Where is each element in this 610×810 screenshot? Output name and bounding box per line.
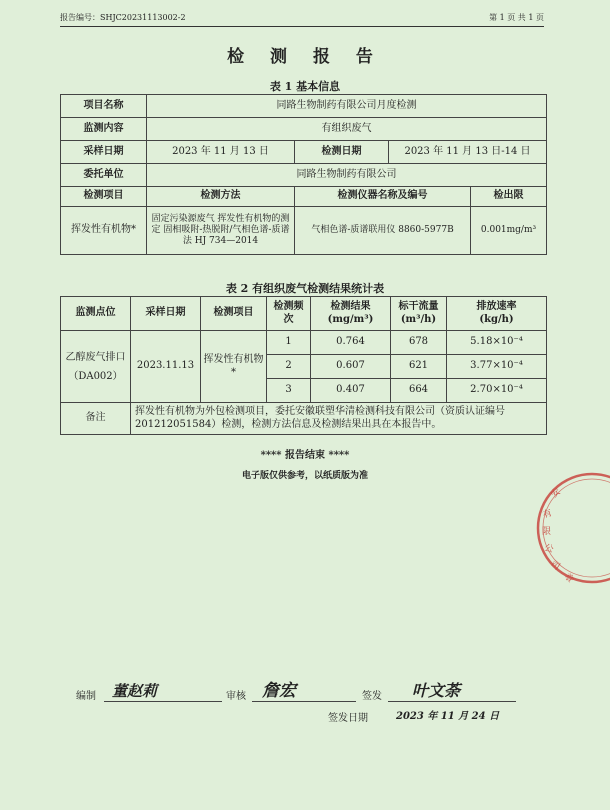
hdr-conc-unit: (mg/m³) — [327, 313, 374, 325]
hdr-conc-label: 检测结果 — [330, 301, 371, 312]
table-header-row — [61, 297, 547, 331]
table2-caption: 表 2 有组织废气检测结果统计表 — [225, 282, 385, 295]
project-label: 项目名称 — [61, 95, 147, 118]
approve-label: 签发 — [362, 691, 382, 702]
report-number: 报告编号：SHJC20231113002-2 — [60, 13, 186, 22]
cell-conc: 0.407 — [311, 379, 391, 403]
test-date-value: 2023 年 11 月 13 日-14 日 — [389, 141, 547, 164]
remark-label: 备注 — [61, 403, 131, 435]
report-title: 检 测 报 告 — [227, 47, 383, 67]
review-signature: 詹宏 — [262, 681, 296, 701]
svg-text:限: 限 — [542, 527, 552, 537]
project-value: 同路生物制药有限公司月度检测 — [147, 95, 547, 118]
table-row — [61, 207, 547, 255]
cell-freq: 1 — [267, 331, 311, 355]
company-seal — [534, 470, 610, 586]
content-label: 监测内容 — [61, 118, 147, 141]
table-row — [61, 95, 547, 118]
results-table — [60, 296, 547, 435]
cell-freq: 2 — [267, 355, 311, 379]
issue-date-label: 签发日期 — [328, 713, 368, 724]
table-row — [61, 331, 547, 355]
col-method: 检测方法 — [147, 187, 295, 207]
table-header-row — [61, 187, 547, 207]
hdr-rate — [447, 297, 547, 331]
content-value: 有组织废气 — [147, 118, 547, 141]
table-row — [61, 141, 547, 164]
hdr-flow-unit: (m³/h) — [400, 313, 437, 325]
cell-rate: 5.18×10⁻⁴ — [447, 331, 547, 355]
row-limit: 0.001mg/m³ — [471, 207, 547, 255]
test-date-label: 检测日期 — [295, 141, 389, 164]
compile-underline — [104, 701, 222, 702]
table-row — [61, 164, 547, 187]
approve-underline — [388, 701, 516, 702]
cell-flow: 664 — [391, 379, 447, 403]
compile-signature: 董赵莉 — [112, 682, 158, 700]
hdr-point: 监测点位 — [61, 297, 131, 331]
report-end: **** 报告结束 **** — [260, 450, 350, 461]
review-label: 审核 — [226, 691, 246, 702]
hdr-item: 检测项目 — [201, 297, 267, 331]
hdr-rate-unit: (kg/h) — [479, 313, 514, 325]
hdr-flow-label: 标干流量 — [398, 301, 439, 312]
sample-date-label: 采样日期 — [61, 141, 147, 164]
col-item: 检测项目 — [61, 187, 147, 207]
cell-freq: 3 — [267, 379, 311, 403]
svg-text:公: 公 — [543, 543, 555, 556]
issue-date-value: 2023 年 11 月 24 日 — [396, 711, 500, 722]
client-label: 委托单位 — [61, 164, 147, 187]
hdr-flow — [391, 297, 447, 331]
hdr-freq: 检测频次 — [267, 297, 311, 331]
cell-flow: 621 — [391, 355, 447, 379]
basic-info-table — [60, 94, 547, 255]
row-instrument: 气相色谱-质谱联用仪 8860-5977B — [295, 207, 471, 255]
electronic-note: 电子版仅供参考，以纸质版为准 — [241, 471, 368, 481]
row-item: 挥发性有机物* — [61, 207, 147, 255]
cell-conc: 0.607 — [311, 355, 391, 379]
svg-text:有: 有 — [541, 508, 554, 521]
page-indicator: 第 1 页 共 1 页 — [489, 13, 544, 22]
cell-rate: 2.70×10⁻⁴ — [447, 379, 547, 403]
table-row — [61, 118, 547, 141]
sample-date-value: 2023 年 11 月 13 日 — [147, 141, 295, 164]
cell-conc: 0.764 — [311, 331, 391, 355]
cell-date: 2023.11.13 — [131, 331, 201, 403]
compile-label: 编制 — [76, 691, 96, 702]
svg-text:安: 安 — [549, 486, 563, 501]
cell-point: 乙醇废气排口（DA002） — [61, 331, 131, 403]
svg-text:章: 章 — [561, 571, 575, 586]
review-underline — [252, 701, 356, 702]
col-limit: 检出限 — [471, 187, 547, 207]
table1-caption: 表 1 基本信息 — [269, 80, 341, 93]
client-value: 同路生物制药有限公司 — [147, 164, 547, 187]
cell-rate: 3.77×10⁻⁴ — [447, 355, 547, 379]
cell-item: 挥发性有机物* — [201, 331, 267, 403]
col-instrument: 检测仪器名称及编号 — [295, 187, 471, 207]
table-row — [61, 403, 547, 435]
hdr-date: 采样日期 — [131, 297, 201, 331]
remark-text: 挥发性有机物为外包检测项目，委托安徽联塑华清检测科技有限公司（资质认证编号 201212051584）检测，检测方法信息及检测结果出具在本报告中。 — [131, 403, 547, 435]
header-divider — [60, 26, 544, 27]
cell-flow: 678 — [391, 331, 447, 355]
hdr-rate-label: 排放速率 — [476, 301, 517, 312]
row-method: 固定污染源废气 挥发性有机物的测定 固相吸附-热脱附/气相色谱-质谱法 HJ 734—2014 — [147, 207, 295, 255]
hdr-conc — [311, 297, 391, 331]
approve-signature: 叶文荼 — [412, 681, 461, 700]
svg-text:司: 司 — [548, 559, 562, 573]
